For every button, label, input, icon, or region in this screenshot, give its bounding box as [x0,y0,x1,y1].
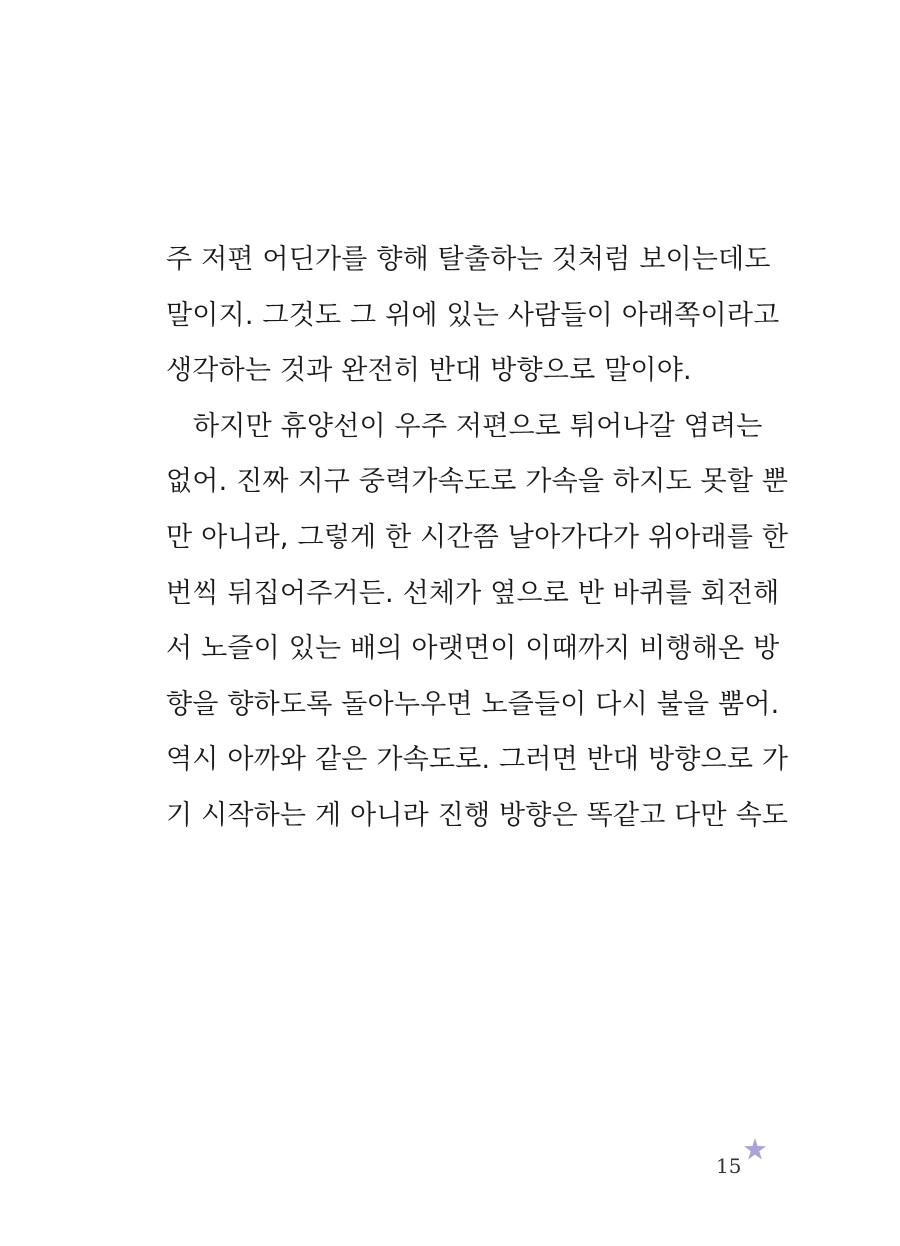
text-line: 말이지. 그것도 그 위에 있는 사람들이 아래쪽이라고 [166,299,780,331]
page-number: 15 [716,1154,742,1178]
text-line: 없어. 진짜 지구 중력가속도로 가속을 하지도 못할 뿐 [166,466,789,498]
text-line: 역시 아까와 같은 가속도로. 그러면 반대 방향으로 가 [166,744,789,776]
text-line: 생각하는 것과 완전히 반대 방향으로 말이야. [166,355,692,387]
text-line: 만 아니라, 그렇게 한 시간쯤 날아가다가 위아래를 한 [166,521,789,553]
text-line: 번씩 뒤집어주거든. 선체가 옆으로 반 바퀴를 회전해 [166,577,780,609]
body-text [166,232,789,844]
text-line: 서 노즐이 있는 배의 아랫면이 이때까지 비행해온 방 [166,633,780,665]
text-line: 향을 향하도록 돌아누우면 노즐들이 다시 불을 뿜어. [166,688,780,720]
paragraph-start-line: 하지만 휴양선이 우주 저편으로 튀어나갈 염려는 [193,410,763,442]
star-icon [743,1137,767,1161]
text-line: 기 시작하는 게 아니라 진행 방향은 똑같고 다만 속도 [166,799,789,831]
text-line: 주 저편 어딘가를 향해 탈출하는 것처럼 보이는데도 [166,244,771,275]
